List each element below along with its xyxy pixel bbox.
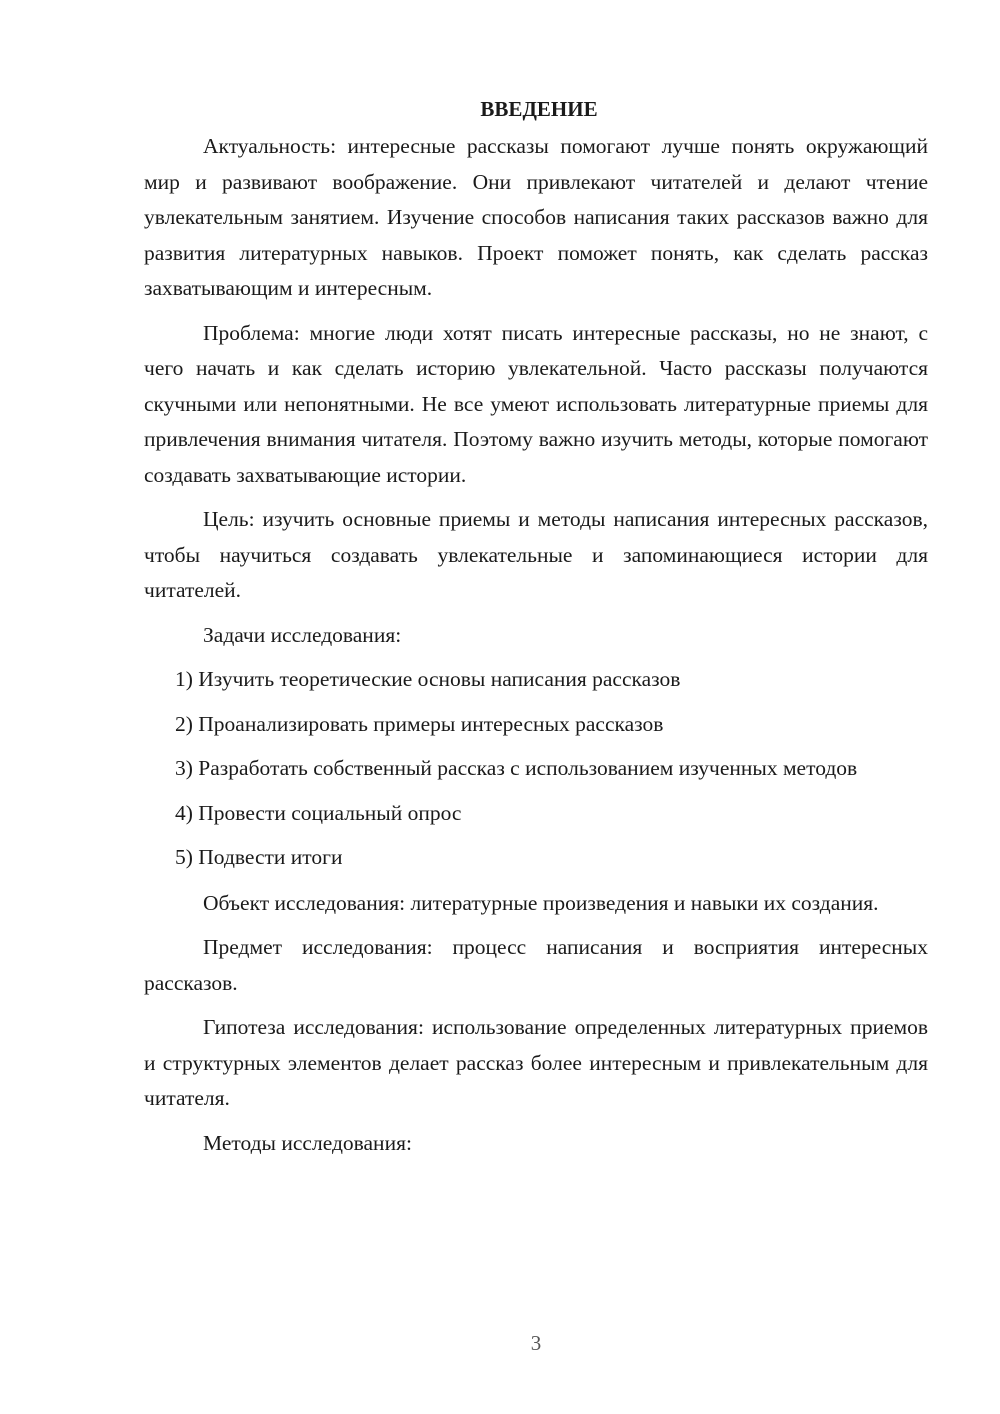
task-item: 3) Разработать собственный рассказ с использованием изученных методов	[175, 756, 858, 780]
tasks-heading: Задачи исследования:	[203, 622, 402, 647]
section-heading: ВВЕДЕНИЕ	[480, 97, 598, 121]
goal-paragraph: Цель: изучить основные приемы и методы написания интересных рассказов, чтобы научиться создавать увлекательные и запоминающиеся истории для читателей.	[144, 507, 928, 602]
task-item: 1) Изучить теоретические основы написания рассказов	[175, 667, 681, 691]
methods-heading: Методы исследования:	[203, 1130, 412, 1155]
hypothesis-paragraph: Гипотеза исследования: использование определенных литературных приемов и структурных элементов делает рассказ более интересным и привлекательным для читателя.	[144, 1015, 928, 1110]
page-number: 3	[530, 1331, 542, 1355]
document-body	[144, 92, 928, 1170]
task-item: 5) Подвести итоги	[175, 845, 343, 869]
object-paragraph: Объект исследования: литературные произведения и навыки их создания.	[203, 890, 879, 915]
subject-paragraph: Предмет исследования: процесс написания и восприятия интересных рассказов.	[144, 935, 928, 995]
relevance-paragraph: Актуальность: интересные рассказы помогают лучше понять окружающий мир и развивают воображение. Они привлекают читателей и делают чтение увлекательным занятием. Изучение способов написания таких рассказов важно для развития литературных навыков. Проект поможет понять, как сделать рассказ захватывающим и интересным.	[144, 134, 928, 300]
problem-paragraph: Проблема: многие люди хотят писать интересные рассказы, но не знают, с чего начать и как сделать историю увлекательной. Часто рассказы получаются скучными или непонятными. Не все умеют использовать литературные приемы для привлечения внимания читателя. Поэтому важно изучить методы, которые помогают создавать захватывающие истории.	[144, 320, 928, 487]
task-item: 4) Провести социальный опрос	[175, 800, 462, 825]
task-item: 2) Проанализировать примеры интересных рассказов	[175, 711, 664, 736]
